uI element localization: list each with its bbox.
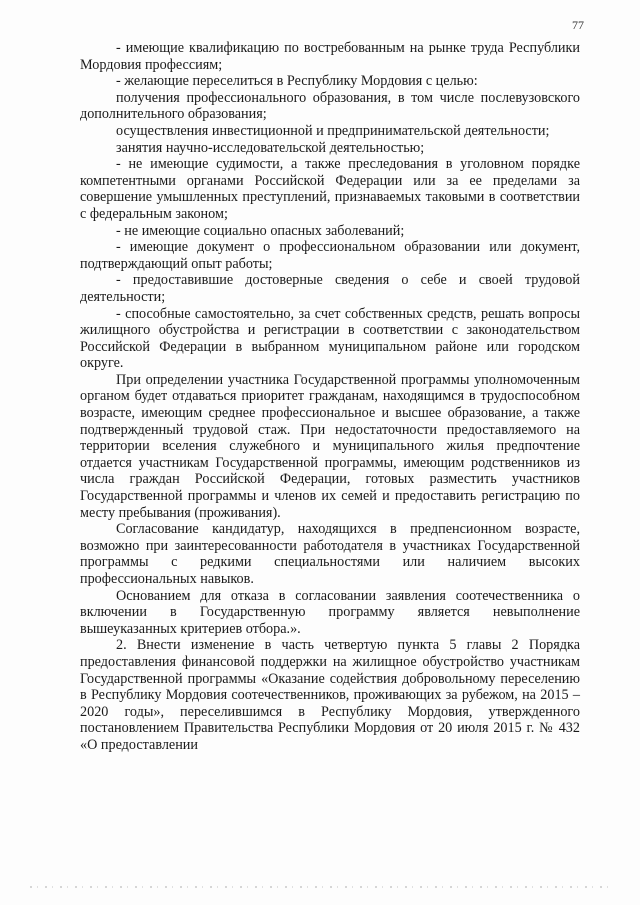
paragraph-education-document: - имеющие документ о профессиональном образовании или документ, подтверждающий опыт работы;: [80, 239, 580, 272]
paragraph-reliable-info: - предоставившие достоверные сведения о себе и своей трудовой деятельности;: [80, 272, 580, 305]
page-number: 77: [572, 18, 584, 32]
paragraph-qualification: - имеющие квалификацию по востребованным на рынке труда Республики Мордовия профессиям;: [80, 40, 580, 73]
paragraph-research-goal: занятия научно-исследовательской деятельностью;: [116, 139, 425, 156]
paragraph-no-diseases: - не имеющие социально опасных заболеваний;: [116, 222, 405, 239]
paragraph-wishing-to-relocate: - желающие переселиться в Республику Мордовия с целью:: [116, 73, 478, 90]
paragraph-self-funded-housing: - способные самостоятельно, за счет собственных средств, решать вопросы жилищного обустройства и регистрации в соответствии с законодательством Российской Федерации в выбранном муниципальном районе или городском округе.: [80, 305, 580, 372]
paragraph-amendment-2: 2. Внести изменение в часть четвертую пункта 5 главы 2 Порядка предоставления финансовой поддержки на жилищное обустройство участникам Государственной программы «Оказание содействия добровольному переселению в Республику Мордовия соотечественников, проживающих за рубежом, на 2015 – 2020 годы», переселившимся в Республику Мордовия, утвержденного постановлением Правительства Республики Мордовия от 20 июля 2015 г. № 432 «О предоставлении: [80, 637, 580, 753]
paragraph-education-goal: получения профессионального образования, в том числе послевузовского дополнительного образования;: [80, 89, 580, 123]
paragraph-investment-goal: осуществления инвестиционной и предпринимательской деятельности;: [116, 122, 550, 139]
document-body: [80, 40, 580, 754]
paragraph-pre-retirement: Согласование кандидатур, находящихся в предпенсионном возрасте, возможно при заинтересованности работодателя в участниках Государственной программы с редкими специальностями или наличием высоких профессиональных навыков.: [80, 521, 580, 587]
scan-artifact-line: [30, 886, 610, 888]
paragraph-no-criminal-record: - не имеющие судимости, а также преследования в уголовном порядке компетентными органами Российской Федерации или за ее пределами за совершение умышленных преступлений, признаваемых таковыми в соответствии с федеральным законом;: [80, 156, 580, 222]
paragraph-priority-criteria: При определении участника Государственной программы уполномоченным органом будет отдаваться приоритет гражданам, находящимся в трудоспособном возрасте, имеющим среднее профессиональное и высшее образование, а также подтвержденный трудовой стаж. При недостаточности предоставляемого на территории вселения служебного и муниципального жилья предпочтение отдается участникам Государственной программы, имеющим родственников из числа граждан Российской Федерации, готовых разместить участников Государственной программы и членов их семей и предоставить регистрацию по месту пребывания (проживания).: [80, 371, 580, 521]
paragraph-refusal-grounds: Основанием для отказа в согласовании заявления соотечественника о включении в Государственную программу является невыполнение вышеуказанных критериев отбора.».: [80, 587, 580, 637]
